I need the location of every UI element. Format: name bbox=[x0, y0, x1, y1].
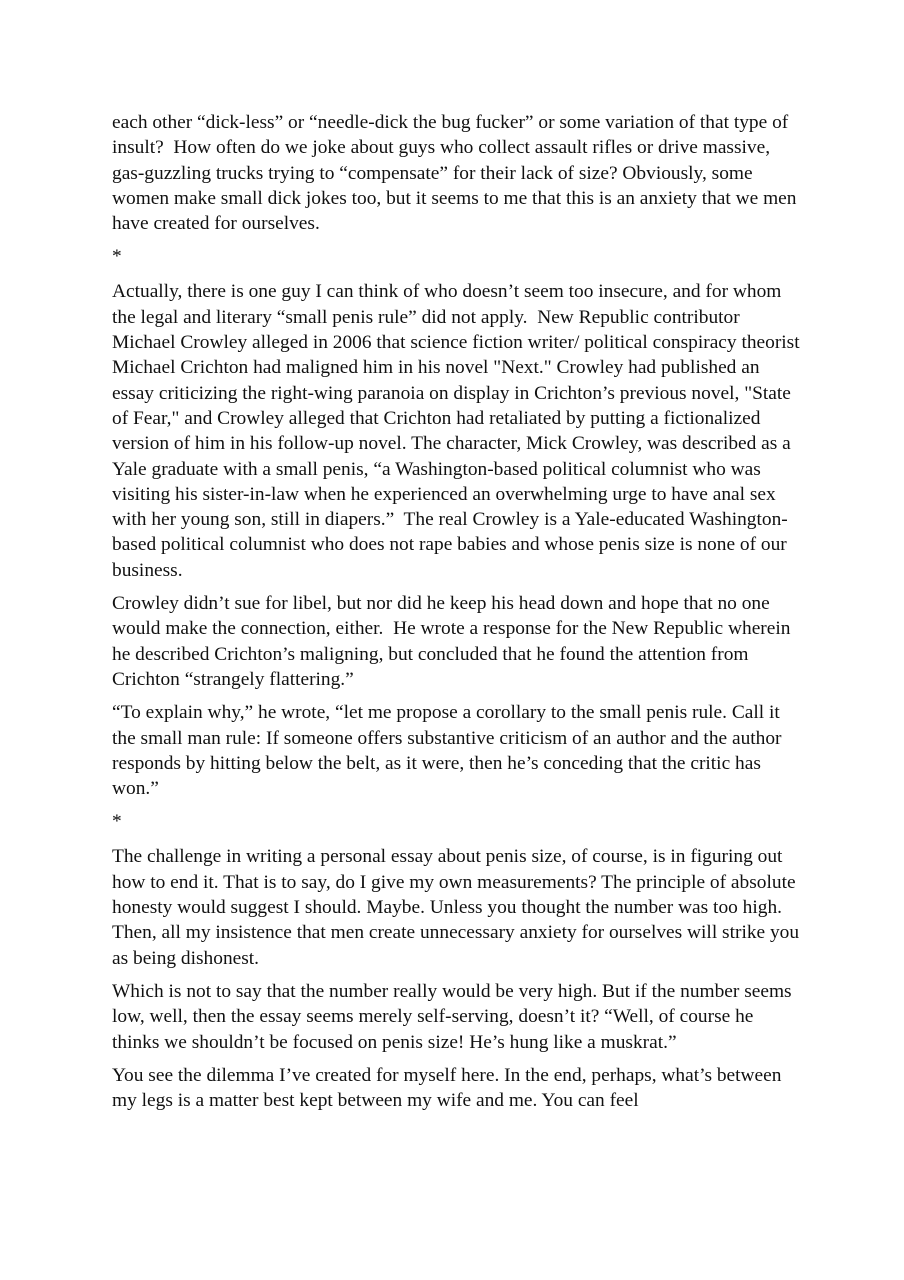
paragraph-5: The challenge in writing a personal essay about penis size, of course, is in figuring out how to end it. That is to say, do I give my own measurements? The principle of absolute honesty would suggest I should. Maybe. Unless you thought the number was too high. Then, all my insistence that men create unnecessary anxiety for ourselves will strike you as being dishonest. bbox=[112, 846, 800, 969]
paragraph-2: Actually, there is one guy I can think of who doesn’t seem too insecure, and for whom the legal and literary “small penis rule” did not apply. New Republic contributor Michael Crowley alleged in 2006 that science fiction writer/ political conspiracy theorist Michael Crichton had maligned him in his novel "Next." Crowley had published an essay criticizing the right-wing paranoia on display in Crichton’s previous novel, "State of Fear," and Crowley alleged that Crichton had retaliated by putting a fictionalized version of him in his follow-up novel. The character, Mick Crowley, was described as a Yale graduate with a small penis, “a Washington-based political columnist who was visiting his sister-in-law when he experienced an overwhelming urge to have anal sex with her young son, still in diapers.” The real Crowley is a Yale-educated Washington-based political columnist who does not rape babies and whose penis size is none of our business. bbox=[112, 281, 800, 581]
section-separator-2: * bbox=[112, 811, 122, 833]
document-page bbox=[112, 110, 802, 1121]
paragraph-7: You see the dilemma I’ve created for myself here. In the end, perhaps, what’s between my legs is a matter best kept between my wife and me. You can feel bbox=[112, 1064, 782, 1112]
paragraph-6: Which is not to say that the number really would be very high. But if the number seems low, well, then the essay seems merely self-serving, doesn’t it? “Well, of course he thinks we shouldn’t be focused on penis size! He’s hung like a muskrat.” bbox=[112, 980, 792, 1053]
section-separator-1: * bbox=[112, 246, 122, 268]
paragraph-4: “To explain why,” he wrote, “let me propose a corollary to the small penis rule. Call it the small man rule: If someone offers substantive criticism of an author and the author responds by hitting below the belt, as it were, then he’s conceding that the critic has won.” bbox=[112, 702, 782, 800]
paragraph-3: Crowley didn’t sue for libel, but nor did he keep his head down and hope that no one would make the connection, either. He wrote a response for the New Republic wherein he described Crichton’s maligning, but concluded that he found the attention from Crichton “strangely flattering.” bbox=[112, 593, 791, 690]
paragraph-1: each other “dick-less” or “needle-dick the bug fucker” or some variation of that type of insult? How often do we joke about guys who collect assault rifles or drive massive, gas-guzzling trucks trying to “compensate” for their lack of size? Obviously, some women make small dick jokes too, but it seems to me that this is an anxiety that we men have created for ourselves. bbox=[112, 112, 797, 235]
